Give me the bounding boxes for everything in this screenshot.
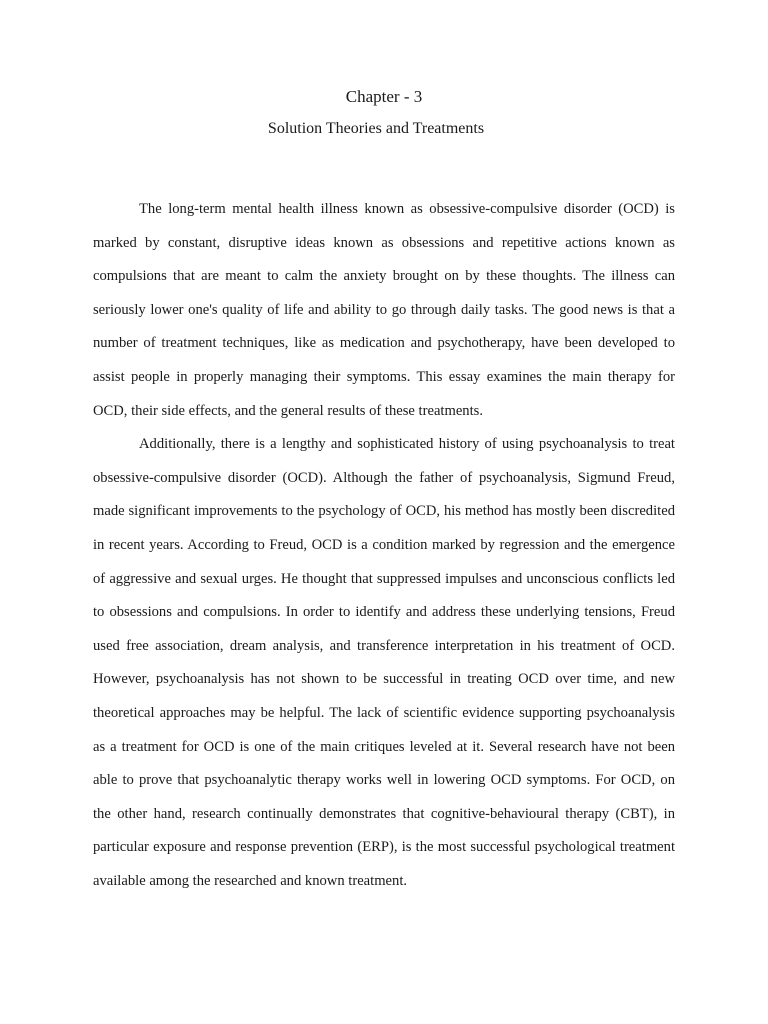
chapter-title: Solution Theories and Treatments bbox=[267, 120, 485, 137]
paragraph-introduction: The long-term mental health illness known as obsessive-compulsive disorder (OCD) is marked by constant, disruptive ideas known as obsessions and repetitive actions known as compulsions that are meant to calm the anxiety brought on by these thoughts. The illness can seriously lower one's quality of life and ability to go through daily tasks. The good news is that a number of treatment techniques, like as medication and psychotherapy, have been developed to assist people in properly managing their symptoms. This essay examines the main therapy for OCD, their side effects, and the general results of these treatments. bbox=[93, 201, 675, 419]
chapter-number: Chapter - 3 bbox=[345, 87, 423, 106]
chapter-body bbox=[93, 193, 675, 898]
paragraph-psychoanalysis: Additionally, there is a lengthy and sophisticated history of using psychoanalysis to treat obsessive-compulsive disorder (OCD). Although the father of psychoanalysis, Sigmund Freud, made significant improvements to the psychology of OCD, his method has mostly been discredited in recent years. According to Freud, OCD is a condition marked by regression and the emergence of aggressive and sexual urges. He thought that suppressed impulses and unconscious conflicts led to obsessions and compulsions. In order to identify and address these underlying tensions, Freud used free association, dream analysis, and transference interpretation in his treatment of OCD. However, psychoanalysis has not shown to be successful in treating OCD over time, and new theoretical approaches may be helpful. The lack of scientific evidence supporting psychoanalysis as a treatment for OCD is one of the main critiques leveled at it. Several research have not been able to prove that psychoanalytic therapy works well in lowering OCD symptoms. For OCD, on the other hand, research continually demonstrates that cognitive-behavioural therapy (CBT), in particular exposure and response prevention (ERP), is the most successful psychological treatment available among the researched and known treatment. bbox=[93, 436, 675, 889]
